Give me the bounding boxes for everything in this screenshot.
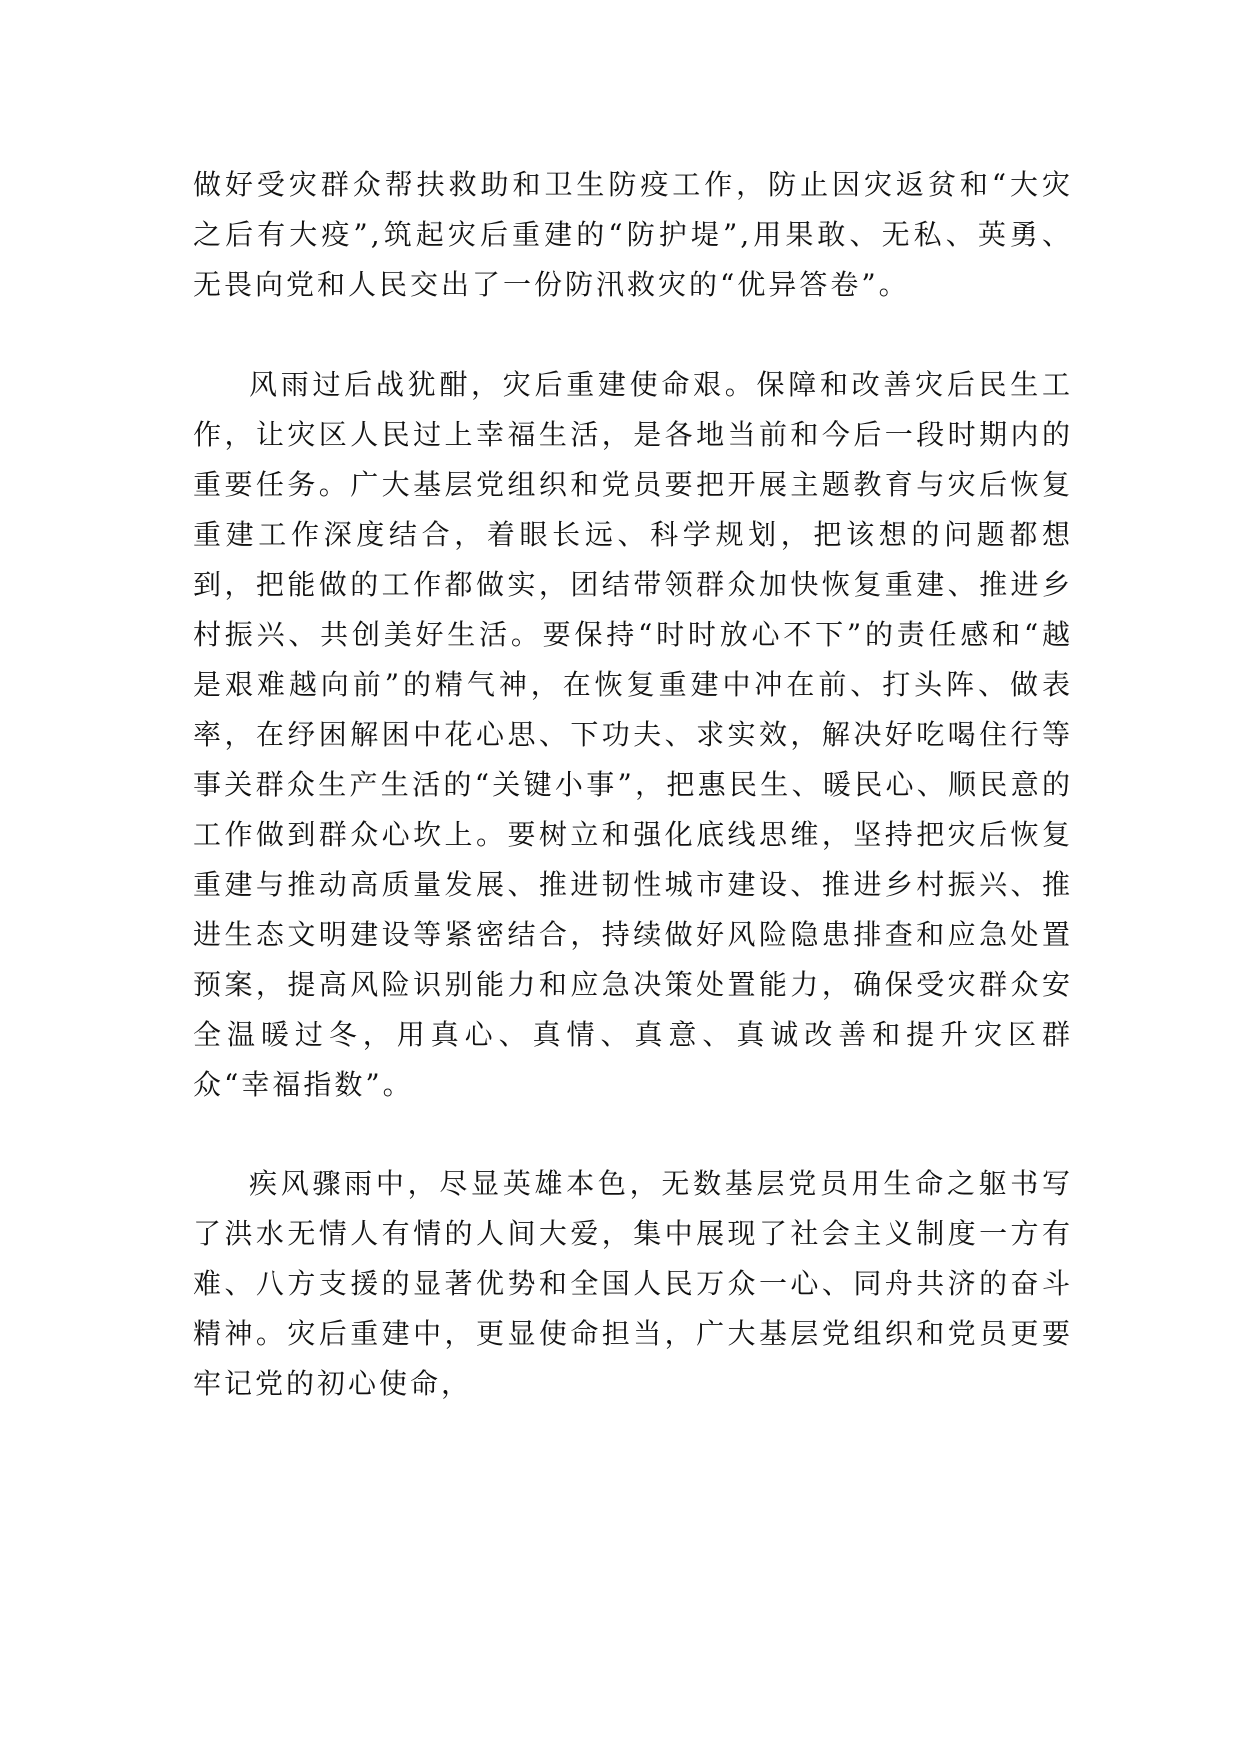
paragraph-post-disaster-reconstruction: 风雨过后战犹酣，灾后重建使命艰。保障和改善灾后民生工作，让灾区人民过上幸福生活，是各地当前和今后一段时期内的重要任务。广大基层党组织和党员要把开展主题教育与灾后恢复重建工作深度结合，着眼长远、科学规划，把该想的问题都想到，把能做的工作都做实，团结带领群众加快恢复重建、推进乡村振兴、共创美好生活。要保持“时时放心不下”的责任感和“越是艰难越向前”的精气神，在恢复重建中冲在前、打头阵、做表率，在纾困解困中花心思、下功夫、求实效，解决好吃喝住行等事关群众生产生活的“关键小事”，把惠民生、暖民心、顺民意的工作做到群众心坎上。要树立和强化底线思维，坚持把灾后恢复重建与推动高质量发展、推进韧性城市建设、推进乡村振兴、推进生态文明建设等紧密结合，持续做好风险隐患排查和应急处置预案，提高风险识别能力和应急决策处置能力，确保受灾群众安全温暖过冬，用真心、真情、真意、真诚改善和提升灾区群众“幸福指数”。 [193, 368, 1073, 1101]
document-body [193, 160, 1073, 1409]
paragraph-continued-relief-work: 做好受灾群众帮扶救助和卫生防疫工作，防止因灾返贫和“大灾之后有大疫”,筑起灾后重建的“防护堤”,用果敢、无私、英勇、无畏向党和人民交出了一份防汛救灾的“优异答卷”。 [193, 168, 1073, 301]
paragraph-spacer [193, 1110, 1073, 1159]
paragraph-heroic-spirit: 疾风骤雨中，尽显英雄本色，无数基层党员用生命之躯书写了洪水无情人有情的人间大爱，集中展现了社会主义制度一方有难、八方支援的显著优势和全国人民万众一心、同舟共济的奋斗精神。灾后重建中，更显使命担当，广大基层党组织和党员更要牢记党的初心使命， [193, 1167, 1073, 1400]
paragraph-spacer [193, 310, 1073, 360]
